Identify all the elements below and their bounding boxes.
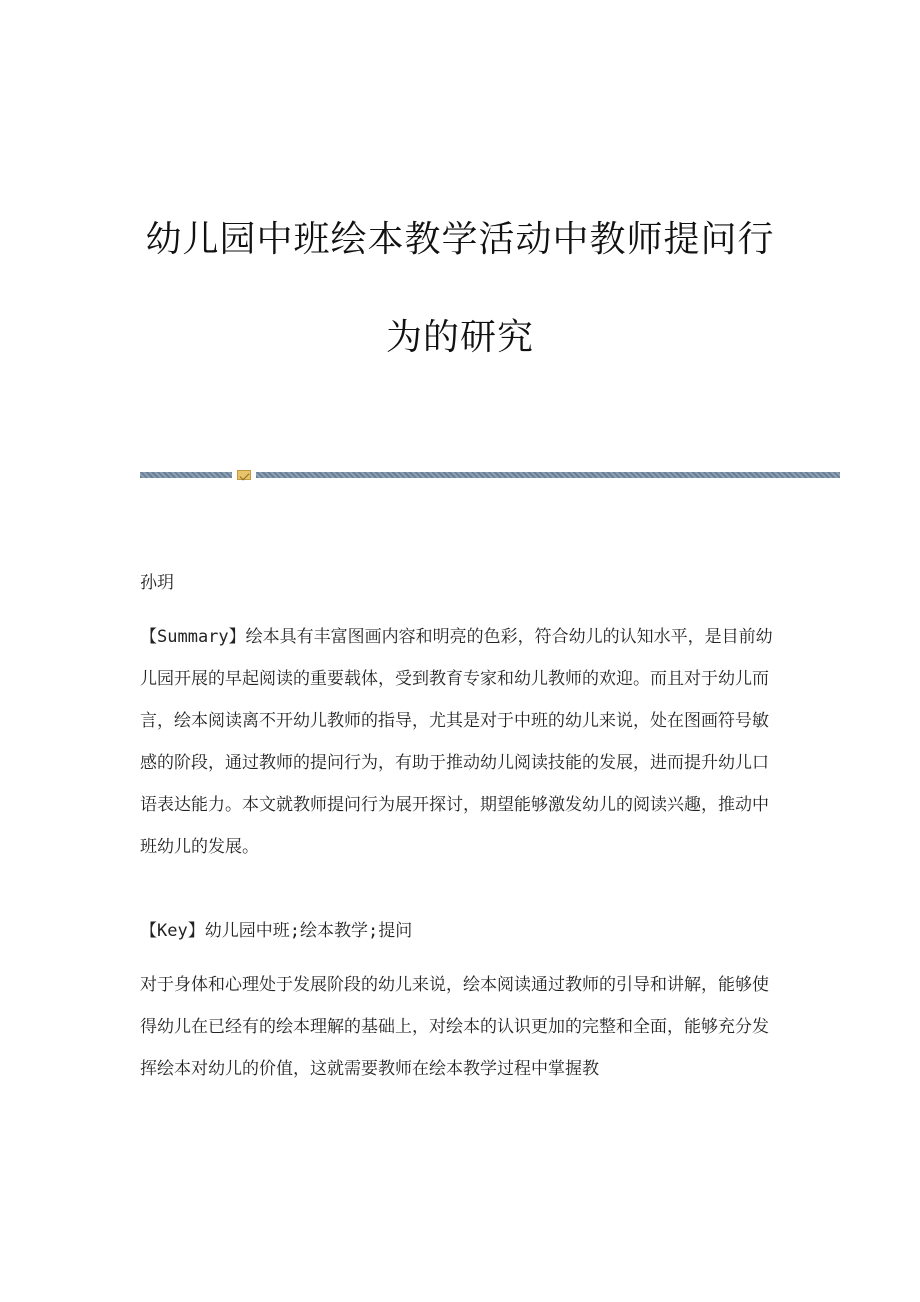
document-title-line-1: 幼儿园中班绘本教学活动中教师提问行: [145, 219, 775, 260]
body-section: [140, 964, 780, 1090]
keywords-section: [140, 910, 780, 952]
divider-bar-left: [140, 472, 232, 478]
summary-text: 绘本具有丰富图画内容和明亮的色彩，符合幼儿的认知水平，是目前幼儿园开展的早起阅读的重要载体，受到教育专家和幼儿教师的欢迎。而且对于幼儿而言，绘本阅读离不开幼儿教师的指导，尤其是对于中班的幼儿来说，处在图画符号敏感的阶段，通过教师的提问行为，有助于推动幼儿阅读技能的发展，进而提升幼儿口语表达能力。本文就教师提问行为展开探讨，期望能够激发幼儿的阅读兴趣，推动中班幼儿的发展。: [140, 627, 773, 857]
divider-emblem-icon: [237, 470, 251, 480]
author-name: [140, 562, 780, 604]
divider-bar-right: [256, 472, 840, 478]
document-title-line-2: 为的研究: [385, 317, 534, 358]
author-text: 孙玥: [140, 573, 174, 593]
summary-section: [140, 616, 780, 868]
summary-paragraph: [140, 616, 780, 868]
keywords-label: 【Key】: [140, 921, 205, 941]
keywords-paragraph: [140, 910, 780, 952]
body-paragraph-1: 对于身体和心理处于发展阶段的幼儿来说，绘本阅读通过教师的引导和讲解，能够使得幼儿在已经有的绘本理解的基础上，对绘本的认识更加的完整和全面，能够充分发挥绘本对幼儿的价值，这就需要教师在绘本教学过程中掌握教: [140, 975, 769, 1079]
keywords-text: 幼儿园中班;绘本教学;提问: [204, 921, 413, 941]
title-divider: [140, 470, 840, 480]
summary-label: 【Summary】: [140, 627, 246, 647]
